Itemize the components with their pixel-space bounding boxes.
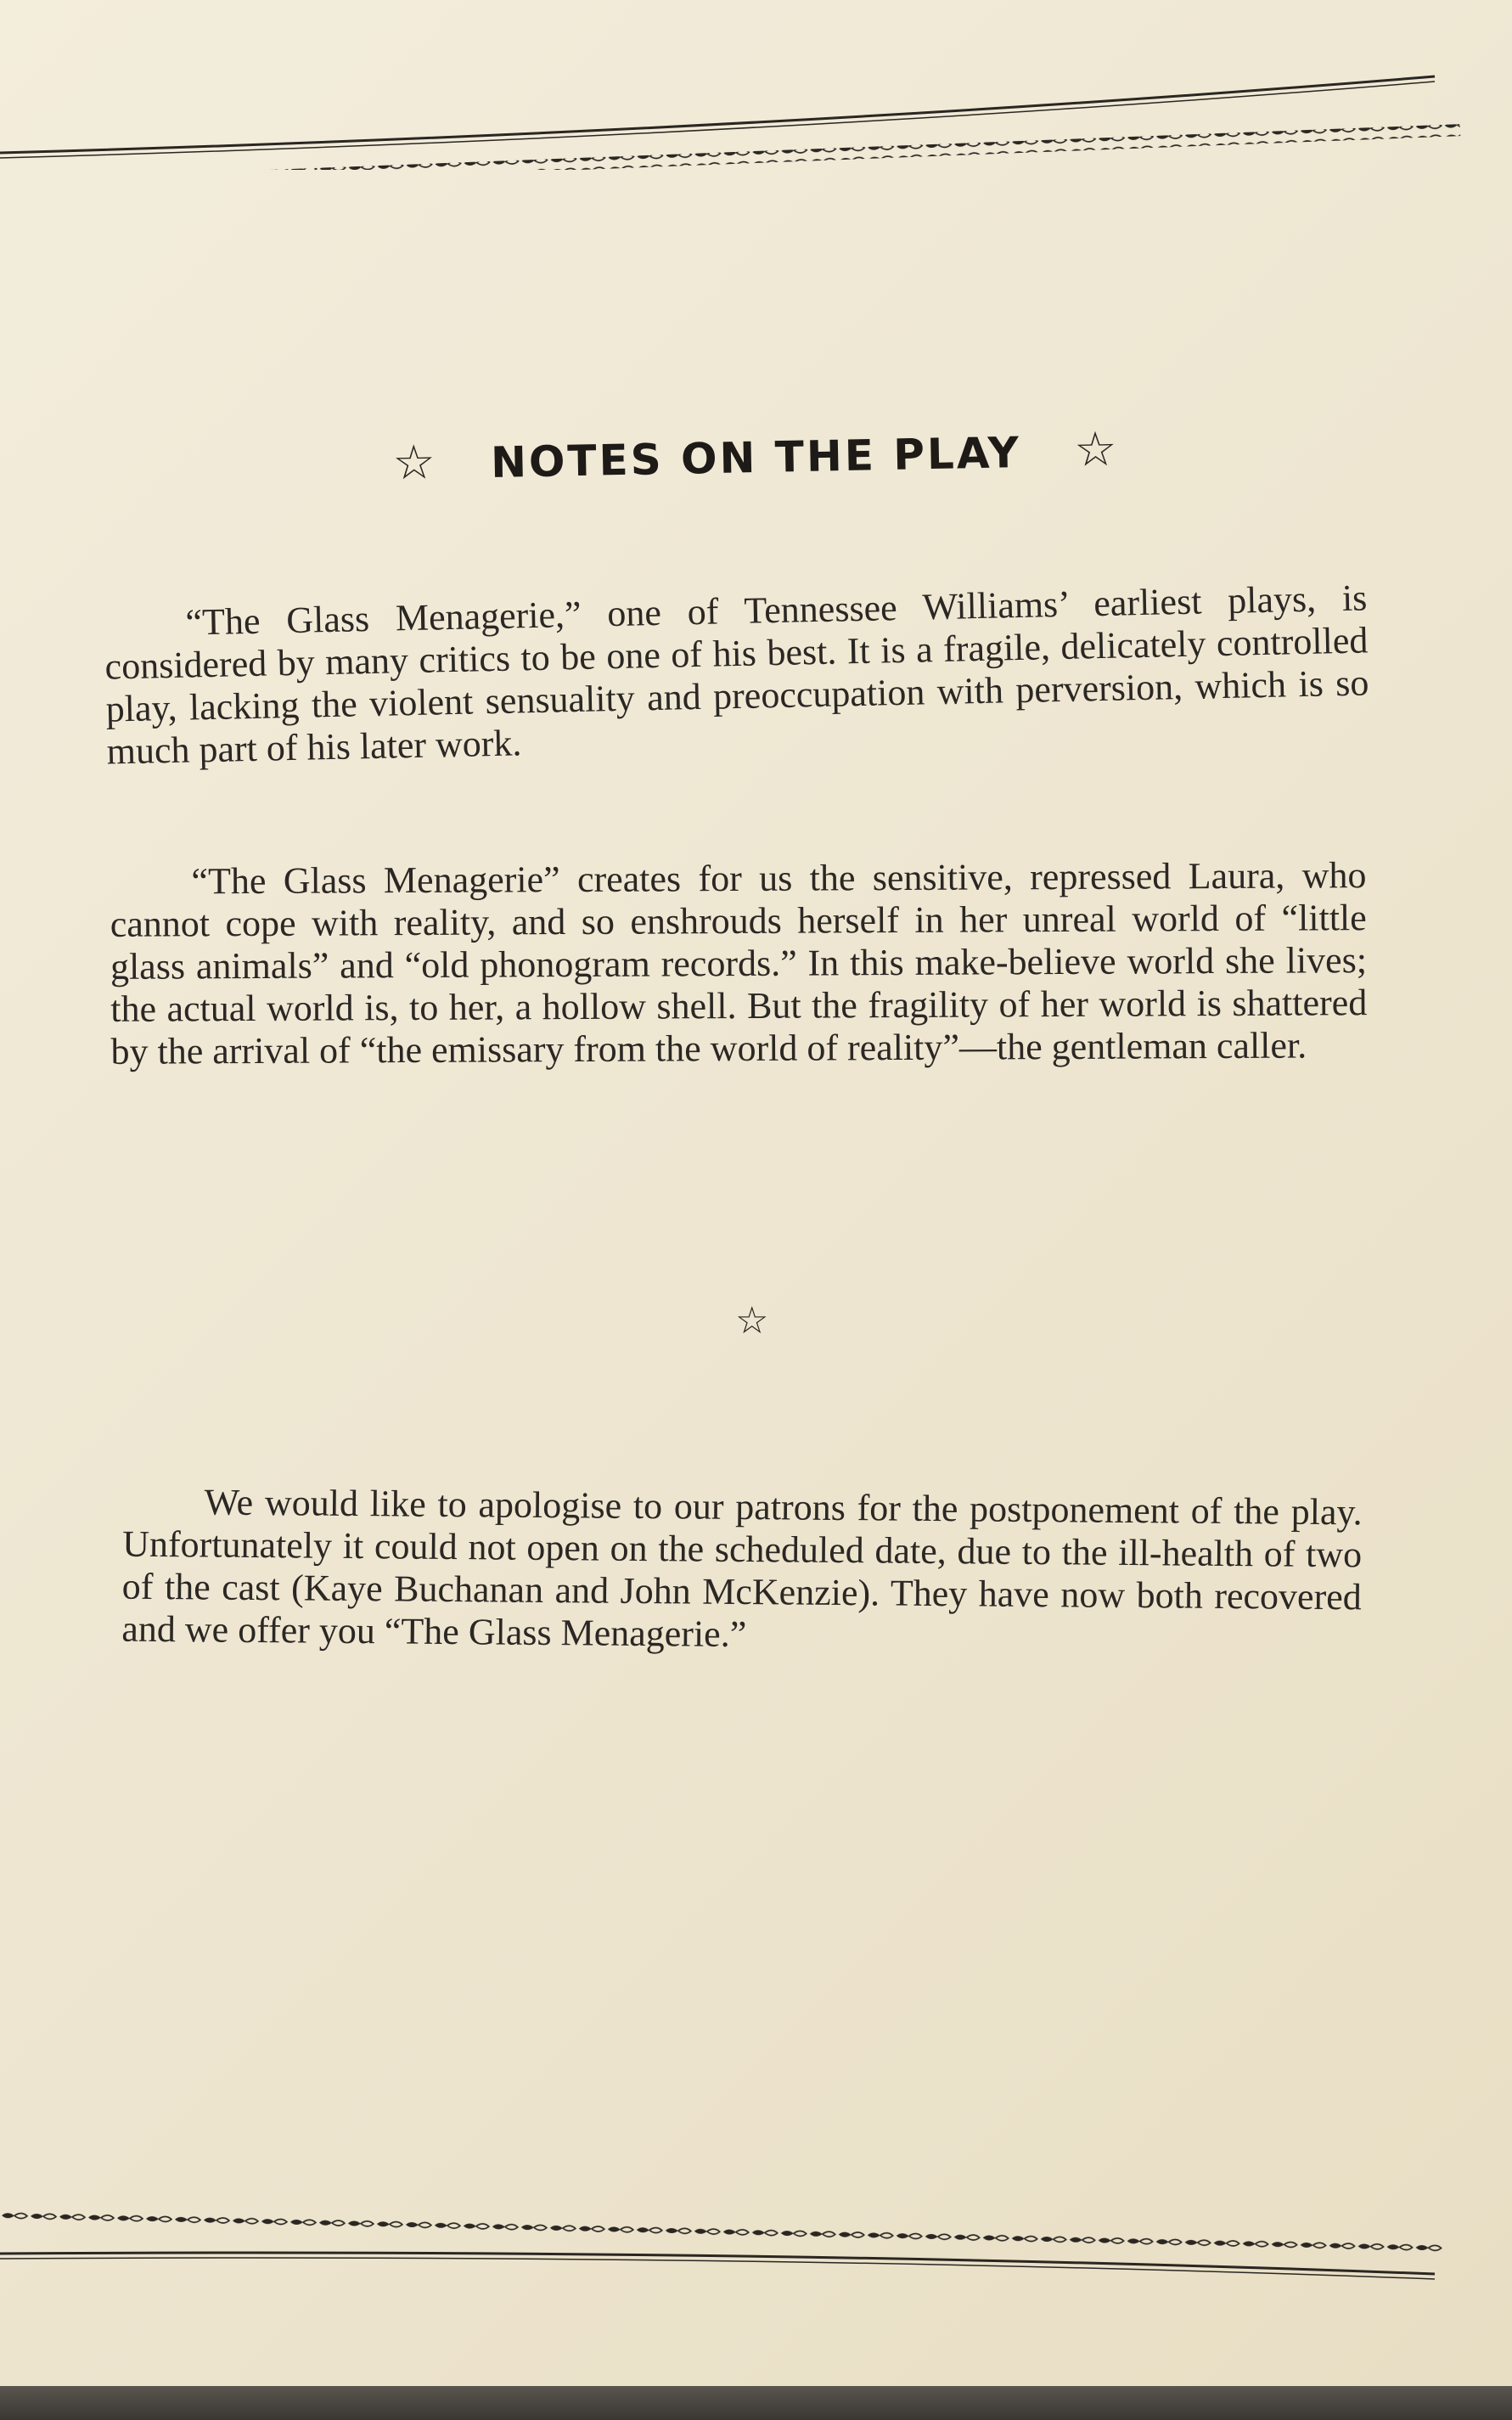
page-edge-shadow [0, 2386, 1512, 2420]
star-icon: ☆ [391, 435, 439, 492]
paragraph-intro [104, 577, 1370, 773]
paragraph-laura [110, 854, 1367, 1073]
paragraph-text: “The Glass Menagerie” creates for us the sensitive, repressed Laura, who cannot cope with reality, and so enshrouds herself in her unreal world of “little glass animals” and “old phonogram records.” In this make-believe world she lives; the actual world is, to her, a hollow shell. But the fragility of her world is shattered by the arrival of “the emissary from the world of reality”—the gentleman caller. [110, 854, 1368, 1072]
star-icon: ☆ [735, 1299, 769, 1342]
paragraph-text: We would like to apologise to our patrons for the postponement of the play. Unfortunately it could not open on the scheduled date, due to the ill-health of two of the cast (Kaye Buchanan and John McKenzie). They have now both recovered and we offer you “The Glass Menagerie.” [121, 1481, 1363, 1656]
paragraph-apology [121, 1481, 1363, 1662]
star-icon: ☆ [1073, 421, 1121, 478]
notes-heading [0, 414, 1512, 498]
paragraph-text: “The Glass Menagerie,” one of Tennessee Williams’ earliest plays, is considered by many critics to be one of his best. It is a fragile, delicately controlled play, lacking the violent sensuality and preoccupation with perversion, which is so much part of his later work. [104, 577, 1369, 773]
heading-title: NOTES ON THE PLAY [490, 428, 1022, 487]
decorative-border-top [0, 51, 1512, 170]
decorative-border-bottom [0, 2191, 1512, 2310]
